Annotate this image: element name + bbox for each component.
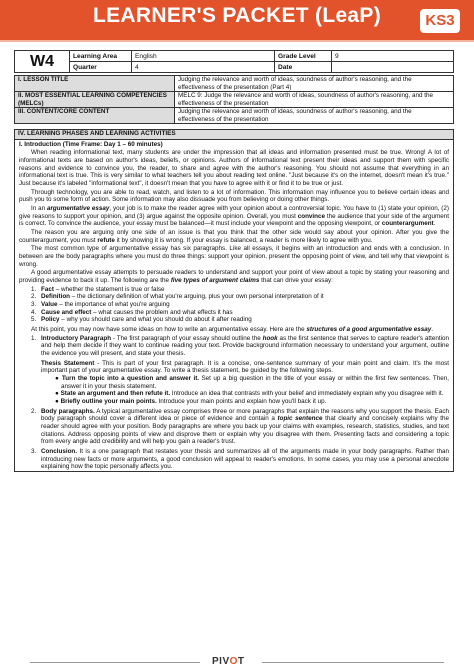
section-body (15, 140, 453, 472)
list-item: 3. Value – the importance of what you're arguing (31, 301, 170, 309)
list-item: ● State an argument and then refute it. Introduce an idea that contrasts with your belief and immediately explain why you disagree with it. (55, 390, 444, 398)
structure-list (19, 335, 449, 471)
content-value: Judging the relevance and worth of ideas, soundness of author's reasoning, and the effectiveness of the presentation (175, 108, 454, 124)
banner (0, 0, 474, 40)
melc-label: II. MOST ESSENTIAL LEARNING COMPETENCIES (MELCs) (15, 92, 175, 108)
paragraph-2: Through technology, you are able to read, watch, and listen to a lot of information. This information may influence you to believe certain ideas and push you to some form of action. Some information may also dissuade you from believing or doing other things. (19, 188, 449, 204)
list-item: 5. Policy – why you should care and what you should do about it after reading (31, 316, 252, 324)
list-item: ● Turn the topic into a question and answer it. Set up a big question in the title of your essay or within the first few sentences. Then, answer it in your thesis statement. (55, 375, 449, 390)
footer (0, 655, 474, 670)
list-item: 1. Introductory Paragraph - The first paragraph of your essay should outline the hook as the first sentence that serves to capture reader's attention and help them decide if they want to continue reading your text. Provide background information necessary to understand your argument, outline the evidence you will present, and state your thesis. Thesis Statement - This is part of your first paragraph. It is a concise, one-sentence summary of your main point and claim. It's the most important part of your argumentative essay. To write a thesis statement, be guided by the following steps. ● Turn the topic into a question and answer it. Set up a big question in the title of your essay or within the first few sentences. Then, answer it in your thesis statement. ● State an argument and then refute it. Introduce an idea that contrasts with your belief and immediately explain why you disagree with it. ● Briefly outline your main points. Introduce your main points and explain how you'll back it up. (31, 334, 449, 406)
grade-level-value: 9 (332, 51, 454, 62)
list-item: 2. Body paragraphs. A typical argumentative essay comprises three or more paragraphs that explain the reasons why you support the thesis. Each body paragraph should cover a different idea or piece of evidence and contain a topic sentence that clearly and concisely explains why the reader should agree with your position. Body paragraphs are where you back up your claims with examples, research, statistics, studies, and text citations. Address opposing points of view and disprove them or explain why you disagree with them. Presenting facts and considering a topic from every angle add credibility and will help you gain a reader's trust. (31, 407, 450, 446)
melc-value: MELC 9: Judge the relevance and worth of ideas, soundness of author's reasoning, and the effectiveness of the presentation (175, 92, 454, 108)
learning-area-value: English (132, 51, 275, 62)
learning-area-label: Learning Area (70, 51, 132, 62)
pivot-logo: PIVOT (212, 656, 245, 667)
week-label: W4 (15, 51, 70, 73)
quarter-value: 4 (132, 62, 275, 73)
lesson-title-label: I. LESSON TITLE (15, 76, 175, 92)
thesis-steps (41, 375, 449, 406)
quarter-label: Quarter (70, 62, 132, 73)
footer-divider (30, 662, 200, 663)
learner-packet-sheet (14, 50, 454, 472)
paragraph-7: At this point, you may now have some ideas on how to write an argumentative essay. Here are the structures of a good argumentative essay. (31, 326, 434, 334)
key-stage-badge: KS3 (420, 9, 460, 33)
section-title: IV. LEARNING PHASES AND LEARNING ACTIVITIES (15, 130, 453, 139)
thesis-statement: Thesis Statement - This is part of your first paragraph. It is a concise, one-sentence summary of your main point and claim. It's the most important part of your argumentative essay. To write a thesis statement, be guided by the following steps. (41, 359, 449, 375)
list-item: ● Briefly outline your main points. Introduce your main points and explain how you'll back it up. (55, 398, 327, 406)
footer-divider (262, 662, 444, 663)
claims-list (19, 286, 449, 324)
content-label: III. CONTENT/CORE CONTENT (15, 108, 175, 124)
paragraph-3: In an argumentative essay, your job is to make the reader agree with your opinion about a controversial topic. You have to (1) state your opinion, (2) give reasons to support your opinion, and (3) argue against the opposite opinion. Overall, you must convince the audience that your side of the argument is correct. To convince the audience, your essay must be balanced—it must include your viewpoint and the opposing viewpoint, or counterargument. (19, 204, 449, 228)
banner-rule (0, 40, 474, 42)
list-item: 3. Conclusion. It is a one paragraph that restates your thesis and summarizes all of the arguments made in your body paragraphs. Rather than introducing new facts or more arguments, a good conclusion will appeal to reader's emotions. In some cases, you may use a personal anecdote explaining how the topic personally affects you. (31, 448, 449, 471)
paragraph-4: The reason you are arguing only one side of an issue is that you think that the other side would say about your opinion. After you give the counterargument, you must refute it by showing it is wrong. If your essay is balanced, a reader is more likely to agree with you. (19, 229, 449, 244)
packet-title: LEARNER'S PACKET (LeaP) (92, 4, 382, 27)
intro-heading: I. Introduction (Time Frame: Day 1 – 60 minutes) (19, 140, 163, 148)
date-value (332, 62, 454, 73)
list-item: 1. Fact – whether the statement is true or false (31, 285, 165, 293)
lesson-info-table (14, 75, 454, 124)
list-item: 4. Cause and effect – what causes the problem and what effects it has (31, 308, 233, 316)
grade-level-label: Grade Level (275, 51, 332, 62)
paragraph-1: When reading informational text, many students are under the impression that all ideas and information presented must be true. Wrong! A lot of informational texts are based on author's ideas, beliefs, or opinions. Authors of informational text present their ideas and support them with specific reasons and evidence to convince you, the reader, to share and agree with the author's reasoning. You should not assume that everything in an informational text is true. This is very similar to what teachers tell you about reading text online. "Just because it's on the internet, doesn't mean it's true." Just because it's labeled "informational text", it doesn't mean that you have to agree with it or find it to be true or just. (19, 149, 449, 187)
lesson-title-value: Judging the relevance and worth of ideas, soundness of author's reasoning, and the effectiveness of the presentation (Part 4) (175, 76, 454, 92)
paragraph-5: The most common type of argumentative essay has six paragraphs. Like all essays, it begins with an introduction and ends with a conclusion. In between are the body paragraphs where you must do three things: support your opinion, present the opposing point of view, and tell why that viewpoint is wrong. (19, 245, 449, 268)
learning-phases-section (14, 129, 454, 472)
paragraph-6: A good argumentative essay attempts to persuade readers to understand and support your point of view about a topic by stating your reasoning and providing evidence to back it up. The following are the five types of argument claims that can drive your essay: (19, 269, 449, 285)
list-item: 2. Definition – the dictionary definition of what you're arguing, plus your own personal interpretation of it (31, 293, 324, 301)
header-table (14, 50, 454, 73)
date-label: Date (275, 62, 332, 73)
